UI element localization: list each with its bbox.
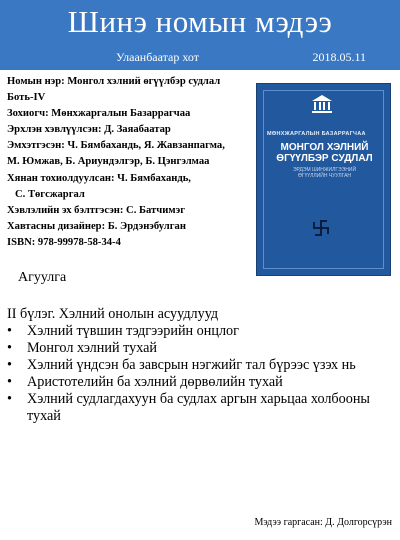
info-line: Эмхэтгэсэн: Ч. Бямбахандь, Я. Жавзанпагма, — [7, 140, 225, 152]
chapter-heading: II бүлэг. Хэлний онолын асуудлууд — [7, 306, 219, 322]
cover-subtitle-line: ЭРДЭМ ШИНЖИЛГЭЭНИЙ — [292, 167, 357, 173]
compiler-credit: Мэдээ гаргасан: Д. Долгорсүрэн — [254, 517, 392, 528]
location-label: Улаанбаатар хот — [116, 50, 199, 64]
info-line: М. Юмжав, Б. Ариундэлгэр, Б. Цэнгэлмаа — [7, 156, 210, 168]
date-label: 2018.05.11 — [312, 50, 366, 64]
info-line: Номын нэр: Монгол хэлний өгүүлбэр судлал — [7, 76, 221, 87]
page-title: Шинэ номын мэдээ — [67, 4, 333, 39]
cover-subtitle-line: ӨГҮҮЛЛИЙН ЧУУЛГАН — [297, 173, 352, 179]
toc-label: Агуулга — [18, 270, 67, 285]
cover-frame — [263, 90, 384, 269]
cover-author: МӨНХЖАРГАЛЫН БАЗАРРАГЧАА — [267, 131, 366, 137]
cover-subtitle — [265, 167, 384, 179]
info-line: Хянан тохиолдуулсан: Ч. Бямбахандь, — [7, 172, 191, 184]
list-item: • Монгол хэлний тухай — [7, 340, 395, 357]
info-line: Эрхлэн хэвлүүлсэн: Д. Заяабаатар — [7, 124, 171, 136]
cover-emblem-icon — [311, 218, 331, 238]
list-item: • Аристотелийн ба хэлний дөрвөлийн тухай — [7, 374, 395, 391]
info-line: С. Төгсжаргал — [15, 188, 85, 200]
list-item: • Хэлний судлагдахуун ба судлах аргын харьцаа холбооны тухай — [7, 391, 395, 425]
header-banner — [0, 0, 400, 70]
info-line: Боть-IV — [7, 92, 46, 104]
book-info — [7, 74, 252, 251]
info-line: Хэвлэлийн эх бэлтгэсэн: С. Батчимэг — [7, 204, 186, 216]
contents-section — [7, 306, 395, 425]
info-line: Хавтасны дизайнер: Б. Эрдэнэбулган — [7, 220, 186, 232]
info-line: Зохиогч: Мөнхжаргалын Базаррагчаа — [7, 108, 191, 120]
book-cover-image — [256, 83, 391, 276]
list-item: • Хэлний үндсэн ба завсрын нэгжийг тал бүрээс үзэх нь — [7, 357, 395, 374]
institute-logo-icon — [310, 94, 334, 114]
list-item: • Хэлний түвшин тэдгээрийн онцлог — [7, 323, 395, 340]
cover-title-line: МОНГОЛ ХЭЛНИЙ — [280, 142, 369, 153]
cover-title-line: ӨГҮҮЛБЭР СУДЛАЛ — [276, 153, 373, 164]
contents-list — [7, 323, 395, 425]
info-line: ISBN: 978-99978-58-34-4 — [7, 236, 121, 248]
cover-title — [265, 142, 384, 164]
